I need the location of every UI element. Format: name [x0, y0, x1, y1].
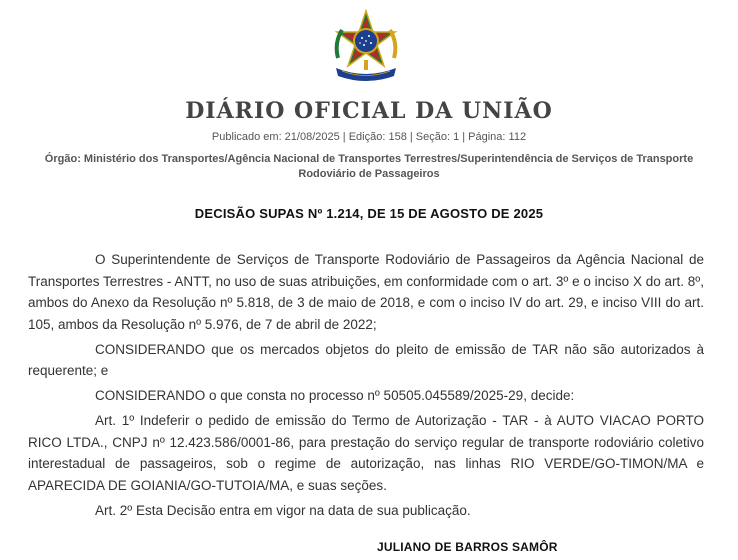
paragraph-art-2: Art. 2º Esta Decisão entra em vigor na data de sua publicação.	[95, 502, 471, 518]
decision-title: DECISÃO SUPAS Nº 1.214, DE 15 DE AGOSTO DE 2025	[194, 206, 544, 221]
paragraph-considerando-2: CONSIDERANDO o que consta no processo nº 50505.045589/2025-29, decide:	[95, 388, 575, 403]
publication-meta: Publicado em: 21/08/2025 | Edição: 158 | Seção: 1 | Página: 112	[211, 131, 527, 143]
paragraph-preamble: O Superintendente de Serviços de Transporte Rodoviário de Passageiros da Agência Nacional de Transportes Terrestres - ANTT, no uso de suas atribuições, em conformidade com o art. 3º e o inciso X do art. 8º, ambos do Anexo da Resolução nº 5.818, de 3 de maio de 2018, e com o inciso IV do art. 29, e inciso VIII do art. 105, ambos da Resolução nº 5.976, de 7 de abril de 2022;	[28, 252, 704, 332]
organ-text: Ministério dos Transportes/Agência Nacional de Transportes Terrestres/Superintendência de Serviços de Transporte Rodoviário de Passageiros	[83, 153, 694, 180]
brazil-coat-of-arms-icon	[328, 8, 404, 84]
journal-title: DIÁRIO OFICIAL DA UNIÃO	[185, 98, 553, 124]
organ-label: Órgão:	[44, 153, 81, 165]
document-body	[28, 249, 704, 525]
paragraph-considerando-1: CONSIDERANDO que os mercados objetos do pleito de emissão de TAR não são autorizados à requerente; e	[28, 341, 704, 378]
organ-line	[40, 152, 698, 182]
paragraph-art-1: Art. 1º Indeferir o pedido de emissão do Termo de Autorização - TAR - à AUTO VIACAO PORTO RICO LTDA., CNPJ nº 12.423.586/0001-86, para prestação do serviço regular de transporte rodoviário coletivo interestadual de passageiros, sob o regime de autorização, nas linhas RIO VERDE/GO-TIMON/MA e APARECIDA DE GOIANIA/GO-TUTOIA/MA, e suas seções.	[28, 413, 704, 493]
signer-name: JULIANO DE BARROS SAMÔR	[377, 540, 558, 554]
